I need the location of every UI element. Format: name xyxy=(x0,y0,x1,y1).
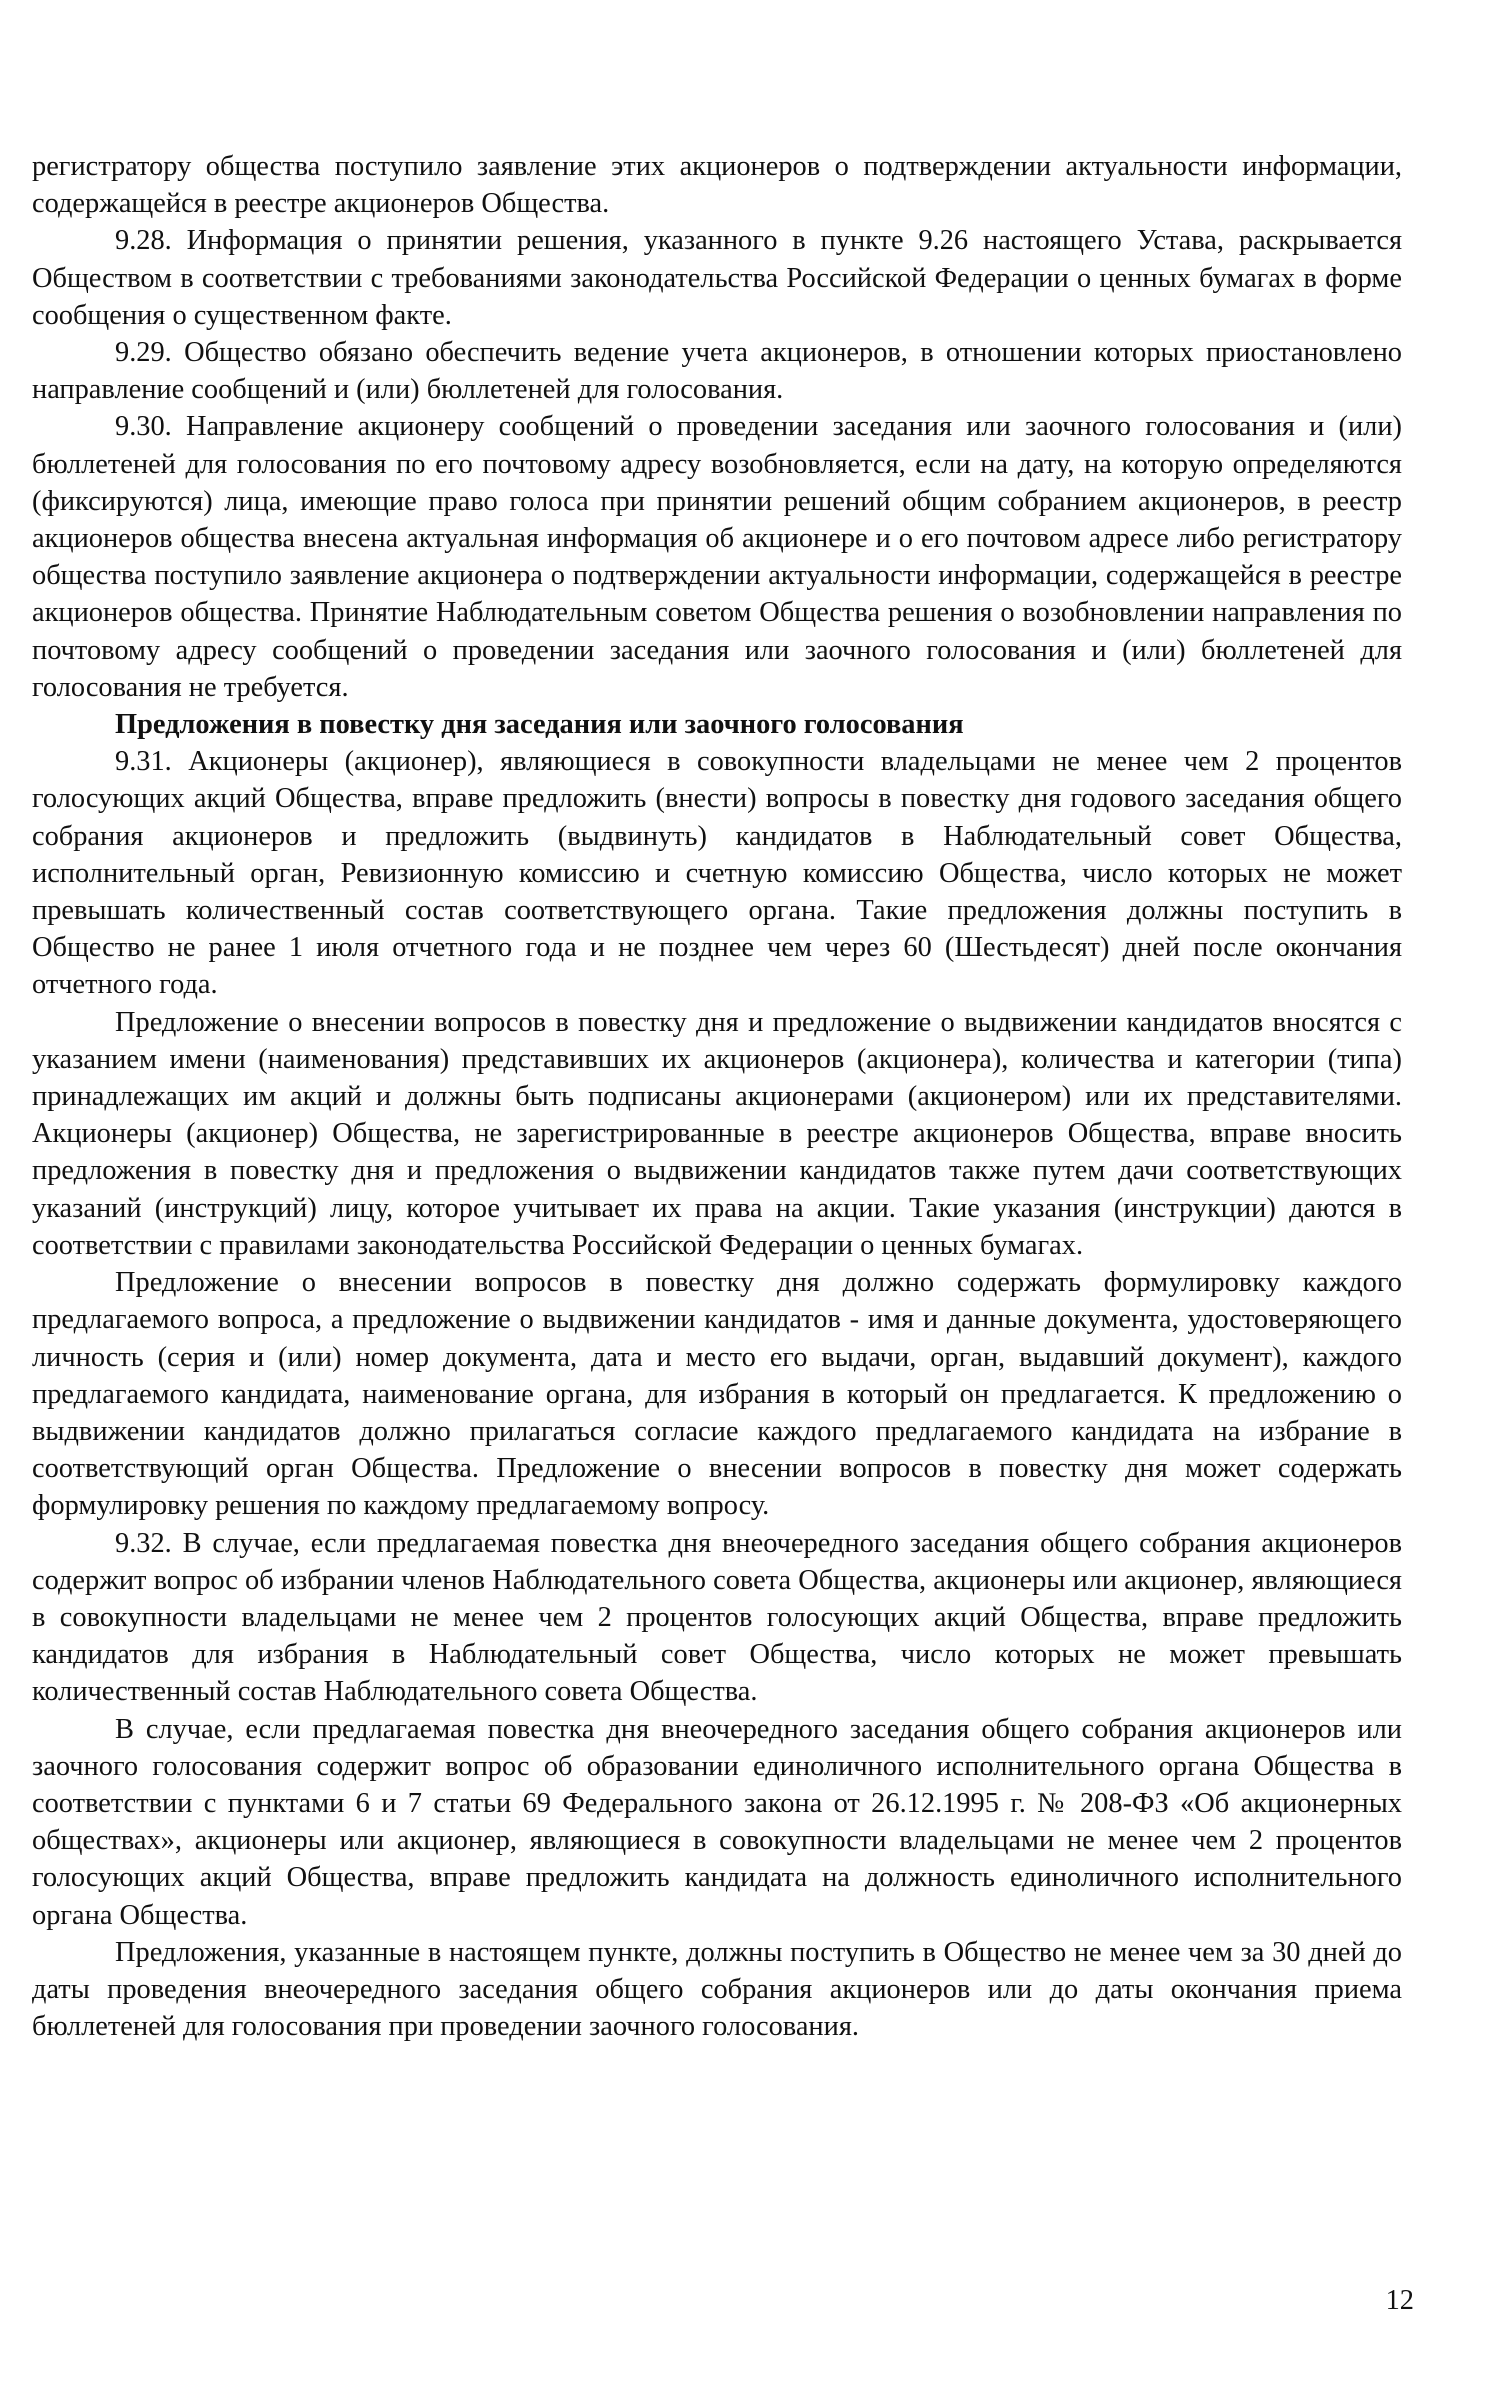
paragraph-continuation: регистратору общества поступило заявление этих акционеров о подтверждении актуальности информации, содержащейся в реестре акционеров Общества. xyxy=(32,151,1402,220)
section-heading: Предложения в повестку дня заседания или заочного голосования xyxy=(115,709,964,741)
page-number: 12 xyxy=(1385,2285,1414,2316)
paragraph-9-29: 9.29. Общество обязано обеспечить ведение учета акционеров, в отношении которых приостановлено направление сообщений и (или) бюллетеней для голосования. xyxy=(32,337,1402,406)
paragraph-9-31-proposals: Предложение о внесении вопросов в повестку дня и предложение о выдвижении кандидатов вносятся с указанием имени (наименования) представивших их акционеров (акционера), количества и категории (типа) принадлежащих им акций и должны быть подписаны акционерами (акционером) или их представителями. Акционеры (акционер) Общества, не зарегистрированные в реестре акционеров Общества, вправе вносить предложения в повестку дня и предложения о выдвижении кандидатов также путем дачи соответствующих указаний (инструкций) лицу, которое учитывает их права на акции. Такие указания (инструкции) даются в соответствии с правилами законодательства Российской Федерации о ценных бумагах. xyxy=(32,1006,1402,1261)
paragraph-9-31: 9.31. Акционеры (акционер), являющиеся в совокупности владельцами не менее чем 2 процентов голосующих акций Общества, вправе предложить (внести) вопросы в повестку дня годового заседания общего собрания акционеров и предложить (выдвинуть) кандидатов в Наблюдательный совет Общества, исполнительный орган, Ревизионную комиссию и счетную комиссию Общества, число которых не может превышать количественный состав соответствующего органа. Такие предложения должны поступить в Общество не ранее 1 июля отчетного года и не позднее чем через 60 (Шестьдесят) дней после окончания отчетного года. xyxy=(32,746,1402,1001)
paragraph-9-28: 9.28. Информация о принятии решения, указанного в пункте 9.26 настоящего Устава, раскрывается Обществом в соответствии с требованиями законодательства Российской Федерации о ценных бумагах в форме сообщения о существенном факте. xyxy=(32,225,1402,331)
paragraph-9-32-executive: В случае, если предлагаемая повестка дня внеочередного заседания общего собрания акционеров или заочного голосования содержит вопрос об образовании единоличного исполнительного органа Общества в соответствии с пунктами 6 и 7 статьи 69 Федерального закона от 26.12.1995 г. № 208-ФЗ «Об акционерных обществах», акционеры или акционер, являющиеся в совокупности владельцами не менее чем 2 процентов голосующих акций Общества, вправе предложить кандидата на должность единоличного исполнительного органа Общества. xyxy=(32,1713,1402,1931)
paragraph-9-32-deadline: Предложения, указанные в настоящем пункте, должны поступить в Общество не менее чем за 30 дней до даты проведения внеочередного заседания общего собрания акционеров или до даты окончания приема бюллетеней для голосования при проведении заочного голосования. xyxy=(32,1936,1402,2043)
paragraph-9-31-content: Предложение о внесении вопросов в повестку дня должно содержать формулировку каждого предлагаемого вопроса, а предложение о выдвижении кандидатов - имя и данные документа, удостоверяющего личность (серия и (или) номер документа, дата и место его выдачи, орган, выдавший документ), каждого предлагаемого кандидата, наименование органа, для избрания в который он предлагается. К предложению о выдвижении кандидатов должно прилагаться согласие каждого предлагаемого кандидата на избрание в соответствующий орган Общества. Предложение о внесении вопросов в повестку дня может содержать формулировку решения по каждому предлагаемому вопросу. xyxy=(32,1267,1402,1522)
document-body xyxy=(32,148,1402,2045)
paragraph-9-32: 9.32. В случае, если предлагаемая повестка дня внеочередного заседания общего собрания акционеров содержит вопрос об избрании членов Наблюдательного совета Общества, акционеры или акционер, являющиеся в совокупности владельцами не менее чем 2 процентов голосующих акций Общества, вправе предложить кандидатов для избрания в Наблюдательный совет Общества, число которых не может превышать количественный состав Наблюдательного совета Общества. xyxy=(32,1527,1402,1708)
paragraph-9-30: 9.30. Направление акционеру сообщений о проведении заседания или заочного голосования и (или) бюллетеней для голосования по его почтовому адресу возобновляется, если на дату, на которую определяются (фиксируются) лица, имеющие право голоса при принятии решений общим собранием акционеров, в реестр акционеров общества внесена актуальная информация об акционере и о его почтовом адресе либо регистратору общества поступило заявление акционера о подтверждении актуальности информации, содержащейся в реестре акционеров общества. Принятие Наблюдательным советом Общества решения о возобновлении направления по почтовому адресу сообщений о проведении заседания или заочного голосования и (или) бюллетеней для голосования не требуется. xyxy=(32,411,1402,703)
